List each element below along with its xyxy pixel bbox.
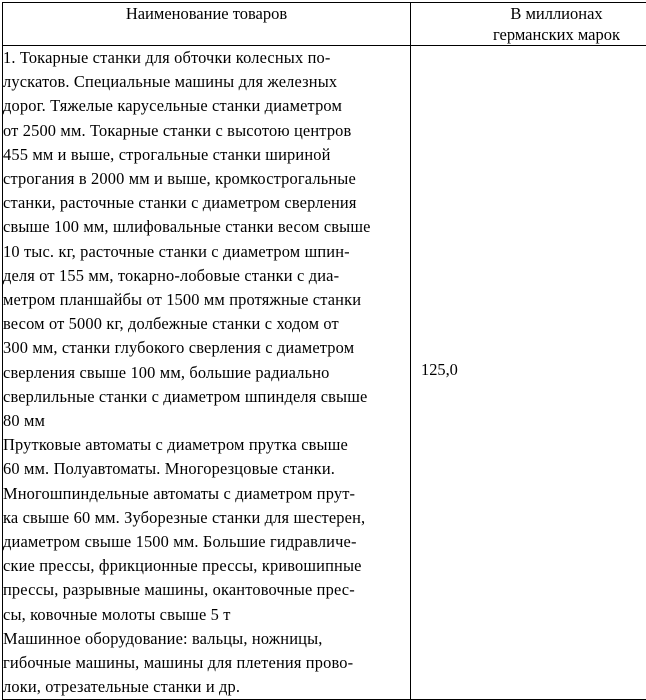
column-header-name [3,3,411,46]
description-line: деля от 155 мм, токарно-лобовые станки с диа- [3,264,410,288]
description-line: Многошпиндельные автоматы с диаметром прут- [3,482,410,506]
description-line: строгания в 2000 мм и выше, кромкострогальные [3,167,410,191]
description-line: 300 мм, станки глубокого сверления с диаметром [3,336,410,360]
description-line: весом от 5000 кг, долбежные станки с ходом от [3,312,410,336]
description-line: сверления свыше 100 мм, большие радиально [3,361,410,385]
description-line: 60 мм. Полуавтоматы. Многорезцовые станки. [3,457,410,481]
description-line: ские прессы, фрикционные прессы, кривошипные [3,554,410,578]
description-line: сверлильные станки с диаметром шпинделя свыше [3,385,410,409]
description-line: прессы, разрывные машины, окантовочные прес- [3,578,410,602]
goods-value-text: 125,0 [421,358,458,382]
goods-table [2,2,646,700]
description-line: от 2500 мм. Токарные станки с высотою центров [3,119,410,143]
description-line: станки, расточные станки с диаметром сверления [3,191,410,215]
description-line: 455 мм и выше, строгальные станки шириной [3,143,410,167]
column-header-value-line1: В миллионах [411,3,646,24]
description-line: лускатов. Специальные машины для железных [3,70,410,94]
goods-description-text [3,46,410,699]
description-line: дорог. Тяжелые карусельные станки диаметром [3,94,410,118]
table-row [3,46,646,700]
column-header-value-line2: германских марок [411,24,646,45]
table-header [3,3,646,46]
goods-value-cell [411,46,646,700]
table-header-row [3,3,646,46]
description-line: локи, отрезательные станки и др. [3,675,410,699]
goods-description-cell [3,46,411,700]
description-line: 80 мм [3,409,410,433]
description-line: гибочные машины, машины для плетения прово- [3,651,410,675]
table-body [3,46,646,700]
column-header-value [411,3,646,46]
description-line: диаметром свыше 1500 мм. Большие гидравличе- [3,530,410,554]
description-line: Прутковые автоматы с диаметром прутка свыше [3,433,410,457]
description-line: ка свыше 60 мм. Зуборезные станки для шестерен, [3,506,410,530]
description-line: 10 тыс. кг, расточные станки с диаметром шпин- [3,240,410,264]
description-line: сы, ковочные молоты свыше 5 т [3,603,410,627]
description-line: метром планшайбы от 1500 мм протяжные станки [3,288,410,312]
description-line: Машинное оборудование: вальцы, ножницы, [3,627,410,651]
column-header-name-text: Наименование товаров [3,3,410,24]
description-line: 1. Токарные станки для обточки колесных по- [3,46,410,70]
description-line: свыше 100 мм, шлифовальные станки весом свыше [3,215,410,239]
